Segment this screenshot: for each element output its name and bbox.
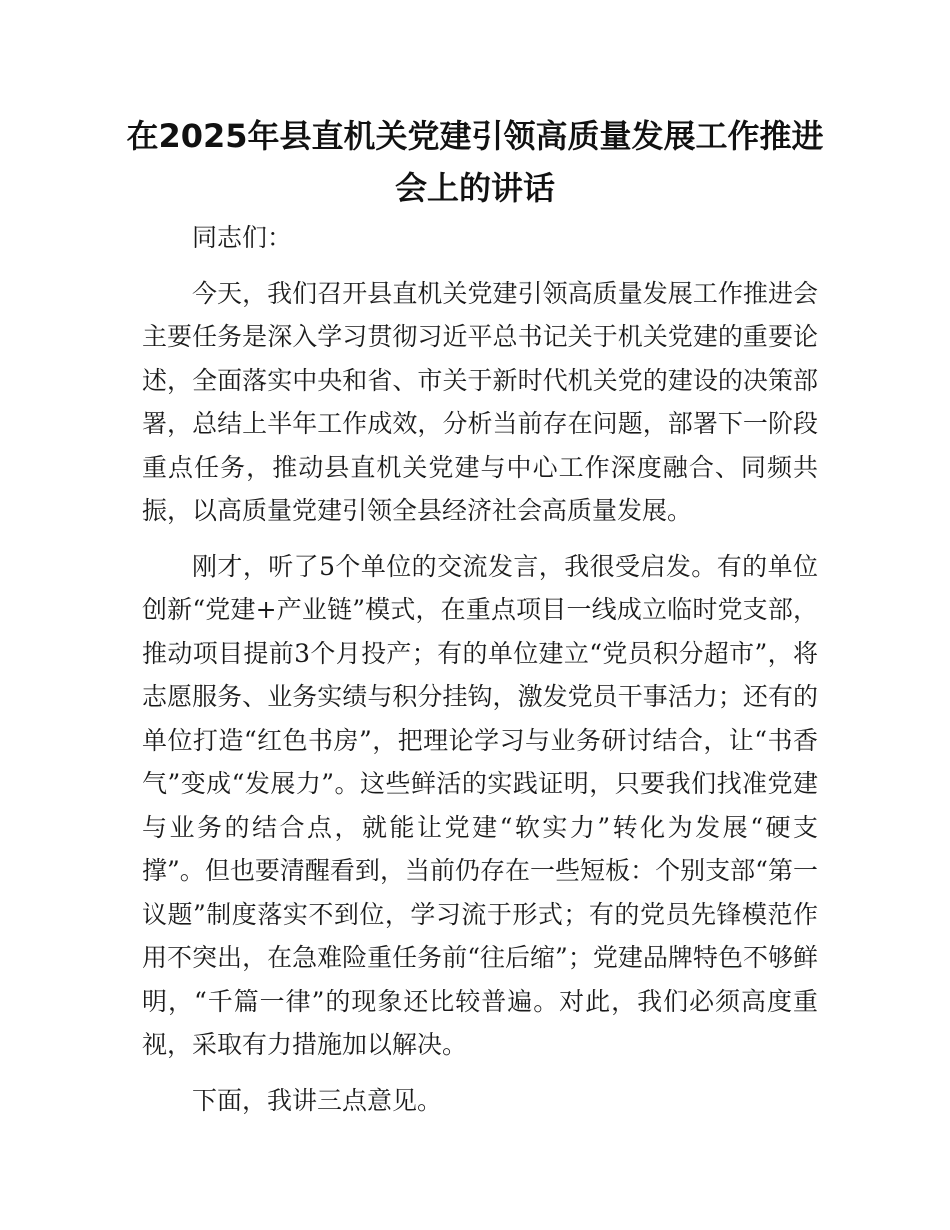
document-body	[142, 216, 818, 1134]
paragraph-transition: 下面，我讲三点意见。	[192, 1085, 443, 1115]
paragraph-opening: 今天，我们召开县直机关党建引领高质量发展工作推进会主要任务是深入学习贯彻习近平总书记关于机关党建的重要论述，全面落实中央和省、市关于新时代机关党的建设的决策部署，总结上半年工作成效，分析当前存在问题，部署下一阶段重点任务，推动县直机关党建与中心工作深度融合、同频共振，以高质量党建引领全县经济社会高质量发展。	[142, 278, 818, 525]
paragraph-review: 刚才，听了5个单位的交流发言，我很受启发。有的单位创新“党建+产业链”模式，在重点项目一线成立临时党支部，推动项目提前3个月投产；有的单位建立“党员积分超市”，将志愿服务、业务实绩与积分挂钩，激发党员干事活力；还有的单位打造“红色书房”，把理论学习与业务研讨结合，让“书香气”变成“发展力”。这些鲜活的实践证明，只要我们找准党建与业务的结合点，就能让党建“软实力”转化为发展“硬支撑”。但也要清醒看到，当前仍存在一些短板：个别支部“第一议题”制度落实不到位，学习流于形式；有的党员先锋模范作用不突出，在急难险重任务前“往后缩”；党建品牌特色不够鲜明，“千篇一律”的现象还比较普遍。对此，我们必须高度重视，采取有力措施加以解决。	[142, 551, 818, 1059]
salutation: 同志们：	[192, 223, 293, 252]
document-title: 在2025年县直机关党建引领高质量发展工作推进会上的讲话	[126, 117, 824, 207]
